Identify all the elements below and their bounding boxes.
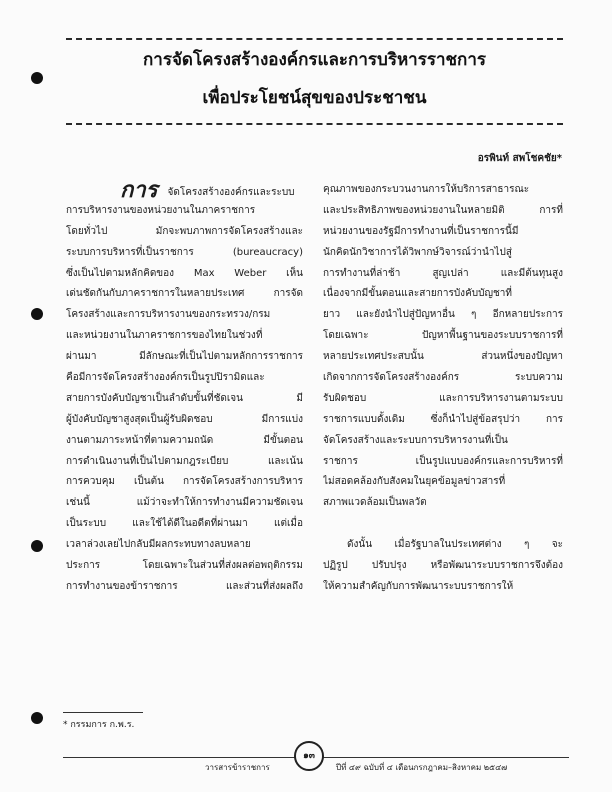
text-line: เช่นนี้ แม้ว่าจะทำให้การทำงานมีความชัดเจน	[66, 497, 303, 509]
text-line: โดยเฉพาะ ปัญหาพื้นฐานของระบบราชการที่	[323, 330, 563, 342]
text-line: งานตามภาระหน้าที่ตามความถนัด มีขั้นตอน	[66, 434, 303, 446]
text-line: ดังนั้น เมื่อรัฐบาลในประเทศต่าง ๆ จะ	[347, 539, 563, 551]
text-line: ราชการ เป็นรูปแบบองค์กรและการบริหารที่	[323, 455, 563, 467]
text-line: ให้ความสำคัญกับการพัฒนาระบบราชการให้	[323, 581, 514, 593]
text-line: การทำงานของข้าราชการ และส่วนที่ส่งผลถึง	[66, 580, 303, 592]
binder-hole-bottom	[31, 712, 43, 724]
text-line-content: จัดโครงสร้างองค์กรและระบบ	[167, 187, 295, 198]
text-line: สภาพแวดล้อมเป็นพลวัต	[323, 497, 427, 509]
text-line: ราชการแบบดั้งเดิม ซึ่งก็นำไปสู่ข้อสรุปว่า การ	[323, 413, 563, 425]
text-line: เป็นระบบ และใช้ได้ดีในอดีตที่ผ่านมา แต่เมื่อ	[66, 518, 303, 530]
text-line: ไม่สอดคล้องกับสังคมในยุคข้อมูลข่าวสารที่	[323, 476, 506, 488]
text-line: จัดโครงสร้างและระบบการบริหารงานที่เป็น	[323, 434, 508, 446]
text-line: ซึ่งเป็นไปตามหลักคิดของ Max Weber เห็น	[66, 267, 303, 279]
issue-info: ปีที่ ๔๙ ฉบับที่ ๔ เดือนกรกฎาคม–สิงหาคม ๒๕๔๗	[336, 763, 508, 772]
text-line: สายการบังคับบัญชาเป็นลำดับขั้นที่ชัดเจน มี	[66, 392, 303, 404]
article-title-line-1: การจัดโครงสร้างองค์กรและการบริหารราชการ	[142, 50, 487, 70]
text-line: การทำงานที่ล่าช้า สูญเปล่า และมีต้นทุนสูง	[323, 267, 563, 279]
text-line: ระบบการบริหารที่เป็นราชการ (bureaucracy)	[66, 246, 303, 258]
text-line: การดำเนินงานที่เป็นไปตามกฎระเบียบ และเน้น	[66, 455, 303, 467]
text-line	[66, 180, 303, 201]
text-line: และประสิทธิภาพของหน่วยงานในหลายมิติ การที่	[323, 204, 563, 216]
text-line: ปฏิรูป ปรับปรุง หรือพัฒนาระบบราชการจึงต้อง	[323, 560, 563, 572]
text-line: หน่วยงานของรัฐมีการทำงานที่เป็นราชการนี้มี	[323, 225, 519, 237]
text-line: เวลาล่วงเลยไปกลับมีผลกระทบทางลบหลาย	[66, 539, 251, 551]
text-line: โครงสร้างและการบริหารงานของกระทรวง/กรม	[66, 309, 271, 321]
footnote: * กรรมการ ก.พ.ร.	[63, 720, 135, 730]
text-line: หลายประเทศประสบนั้น ส่วนหนึ่งของปัญหา	[323, 351, 563, 363]
text-line: ยาว และยังนำไปสู่ปัญหาอื่น ๆ อีกหลายประการ	[323, 309, 563, 321]
text-line: เด่นชัดกันกับภาคราชการในหลายประเทศ การจัด	[66, 288, 303, 300]
text-line: นักคิดนักวิชาการได้วิพากษ์วิจารณ์ว่านำไปสู่	[323, 246, 512, 258]
text-line: เกิดจากการจัดโครงสร้างองค์กร ระบบความ	[323, 372, 563, 384]
text-line: และหน่วยงานในภาคราชการของไทยในช่วงที่	[66, 330, 263, 342]
text-line: ผ่านมา มีลักษณะที่เป็นไปตามหลักการราชการ	[66, 351, 303, 363]
right-text-column	[323, 180, 563, 598]
text-line: ผู้บังคับบัญชาสูงสุดเป็นผู้รับผิดชอบ มีการแบ่ง	[66, 413, 303, 425]
journal-name: วารสารข้าราชการ	[205, 763, 270, 772]
text-line: โดยทั่วไป มักจะพบภาพการจัดโครงสร้างและ	[66, 225, 303, 237]
title-top-rule	[66, 38, 563, 40]
author-name: อรพินท์ สพโชคชัย*	[477, 153, 562, 164]
text-line: เนื่องจากมีขั้นตอนและสายการบังคับบัญชาที่	[323, 288, 512, 300]
text-line: ประการ โดยเฉพาะในส่วนที่ส่งผลต่อพฤติกรรม	[66, 560, 303, 572]
binder-hole-top	[31, 72, 43, 84]
binder-hole-lower	[31, 540, 43, 552]
drop-cap: การ	[120, 180, 158, 201]
paragraph-gap	[323, 514, 563, 535]
binder-hole-middle	[31, 308, 43, 320]
footnote-rule	[63, 712, 143, 713]
page-number-badge: ๑๓	[294, 741, 324, 771]
text-line: รับผิดชอบ และการบริหารงานตามระบบ	[323, 392, 563, 404]
title-bottom-rule	[66, 123, 563, 125]
text-line: คือมีการจัดโครงสร้างองค์กรเป็นรูปปิรามิดและ	[66, 372, 265, 384]
text-line: การบริหารงานของหน่วยงานในภาคราชการ	[66, 204, 256, 216]
left-text-column	[66, 180, 303, 598]
article-title-line-2: เพื่อประโยชน์สุขของประชาชน	[202, 88, 427, 108]
text-line: คุณภาพของกระบวนงานการให้บริการสาธารณะ	[323, 184, 530, 195]
text-line: การควบคุม เป็นต้น การจัดโครงสร้างการบริหาร	[66, 476, 303, 488]
